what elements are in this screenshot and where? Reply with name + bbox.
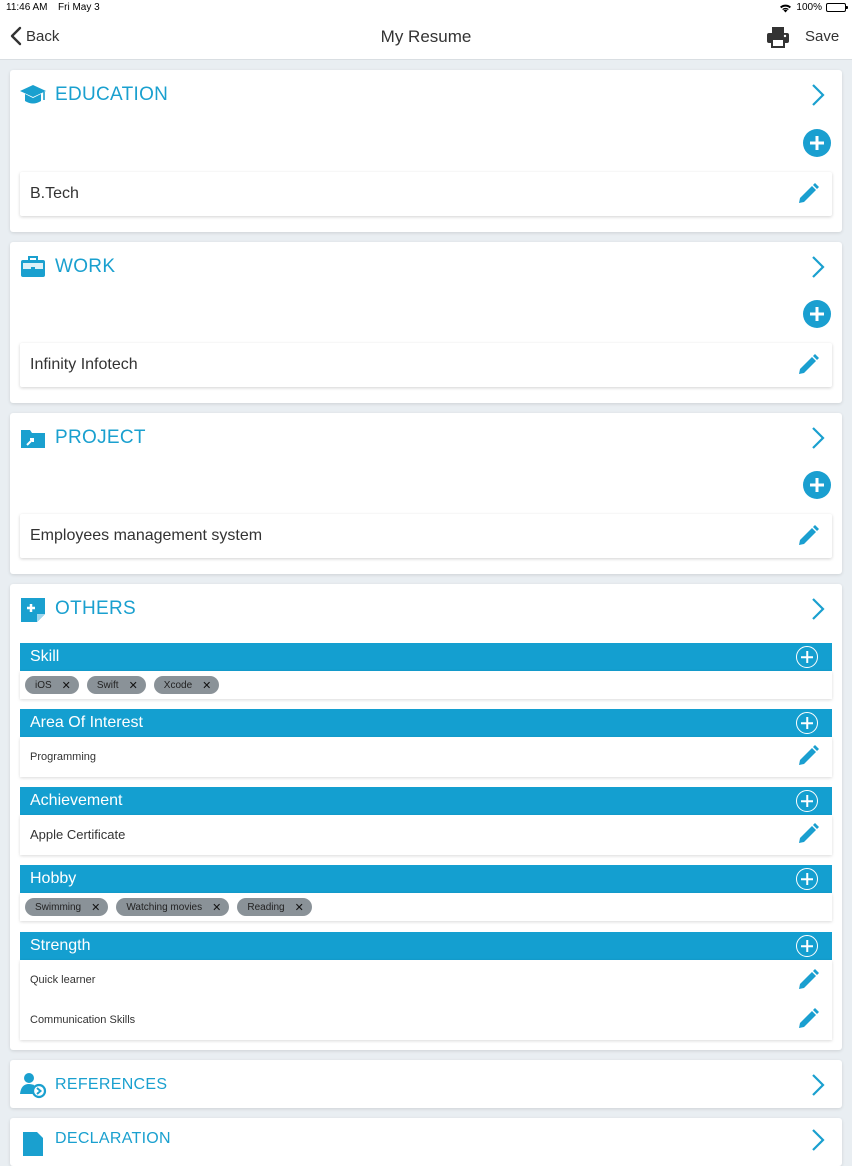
edit-pencil-icon[interactable] [796, 182, 820, 206]
add-project-button[interactable] [803, 471, 831, 499]
back-label: Back [26, 27, 60, 45]
document-icon [19, 1130, 47, 1156]
person-reference-icon [19, 1072, 47, 1098]
navigation-bar [0, 16, 852, 60]
skill-header [20, 643, 832, 671]
chevron-right-icon[interactable] [810, 83, 826, 107]
education-header[interactable] [10, 70, 842, 120]
declaration-header[interactable] [10, 1118, 842, 1166]
add-work-button[interactable] [803, 300, 831, 328]
remove-icon[interactable]: ✕ [128, 679, 138, 692]
page-title: My Resume [380, 27, 472, 46]
edit-pencil-icon[interactable] [796, 353, 820, 377]
edit-pencil-icon[interactable] [796, 968, 820, 992]
status-time: 11:46 AM [6, 2, 48, 13]
interest-body [20, 737, 832, 777]
battery-icon [826, 3, 846, 12]
achievement-body [20, 815, 832, 855]
chevron-right-icon[interactable] [810, 1073, 826, 1097]
graduation-cap-icon [19, 82, 47, 108]
folder-icon [19, 425, 47, 451]
hobby-chip[interactable]: Reading ✕ [237, 898, 311, 916]
edit-pencil-icon[interactable] [796, 524, 820, 548]
work-title: WORK [55, 256, 116, 277]
skill-chip[interactable]: Xcode ✕ [154, 676, 220, 694]
achievement-item: Apple Certificate [30, 827, 126, 842]
interest-item: Programming [30, 751, 97, 763]
add-note-icon [19, 596, 47, 622]
others-section [10, 584, 842, 1050]
hobby-body [20, 893, 832, 921]
chevron-right-icon[interactable] [810, 255, 826, 279]
education-section [10, 70, 842, 232]
interest-label: Area Of Interest [30, 714, 143, 731]
strength-body [20, 960, 832, 1040]
strength-item: Communication Skills [30, 1014, 136, 1026]
briefcase-icon [19, 254, 47, 280]
education-entry[interactable] [20, 172, 832, 216]
add-interest-button[interactable] [796, 712, 818, 734]
strength-item: Quick learner [30, 974, 96, 986]
interest-header [20, 709, 832, 737]
status-date: Fri May 3 [58, 2, 100, 13]
project-section [10, 413, 842, 574]
remove-icon[interactable]: ✕ [212, 901, 222, 914]
hobby-label: Hobby [30, 870, 77, 887]
work-entry[interactable] [20, 343, 832, 387]
chevron-right-icon[interactable] [810, 597, 826, 621]
chevron-right-icon[interactable] [810, 426, 826, 450]
others-header[interactable] [10, 584, 842, 634]
project-header[interactable] [10, 413, 842, 463]
save-button[interactable]: Save [805, 28, 840, 45]
achievement-header [20, 787, 832, 815]
declaration-title: DECLARATION [55, 1130, 171, 1147]
work-header[interactable] [10, 242, 842, 292]
skill-chip[interactable]: Swift ✕ [87, 676, 146, 694]
skill-body [20, 671, 832, 699]
project-entry[interactable] [20, 514, 832, 558]
add-hobby-button[interactable] [796, 868, 818, 890]
remove-icon[interactable]: ✕ [91, 901, 101, 914]
skill-label: Skill [30, 648, 60, 665]
status-bar [0, 0, 852, 16]
add-education-button[interactable] [803, 129, 831, 157]
skill-chip[interactable]: iOS ✕ [25, 676, 79, 694]
print-icon[interactable] [766, 26, 790, 48]
chevron-right-icon[interactable] [810, 1128, 826, 1152]
project-title: PROJECT [55, 427, 146, 448]
others-title: OTHERS [55, 598, 136, 619]
hobby-chip[interactable]: Watching movies ✕ [116, 898, 229, 916]
strength-header [20, 932, 832, 960]
battery-percent: 100% [796, 2, 822, 13]
edit-pencil-icon[interactable] [796, 744, 820, 768]
work-section [10, 242, 842, 403]
remove-icon[interactable]: ✕ [294, 901, 304, 914]
references-section[interactable] [10, 1060, 842, 1108]
references-header[interactable] [10, 1060, 842, 1108]
edit-pencil-icon[interactable] [796, 1007, 820, 1031]
project-entry-text: Employees management system [30, 527, 263, 544]
add-achievement-button[interactable] [796, 790, 818, 812]
education-entry-text: B.Tech [30, 185, 79, 202]
achievement-label: Achievement [30, 792, 123, 809]
edit-pencil-icon[interactable] [796, 822, 820, 846]
references-title: REFERENCES [55, 1076, 168, 1093]
education-title: EDUCATION [55, 84, 169, 105]
add-skill-button[interactable] [796, 646, 818, 668]
declaration-section[interactable] [10, 1118, 842, 1166]
remove-icon[interactable]: ✕ [202, 679, 212, 692]
hobby-chip[interactable]: Swimming ✕ [25, 898, 108, 916]
add-strength-button[interactable] [796, 935, 818, 957]
hobby-header [20, 865, 832, 893]
work-entry-text: Infinity Infotech [30, 356, 138, 373]
wifi-icon [779, 3, 792, 13]
remove-icon[interactable]: ✕ [61, 679, 71, 692]
strength-label: Strength [30, 937, 91, 954]
